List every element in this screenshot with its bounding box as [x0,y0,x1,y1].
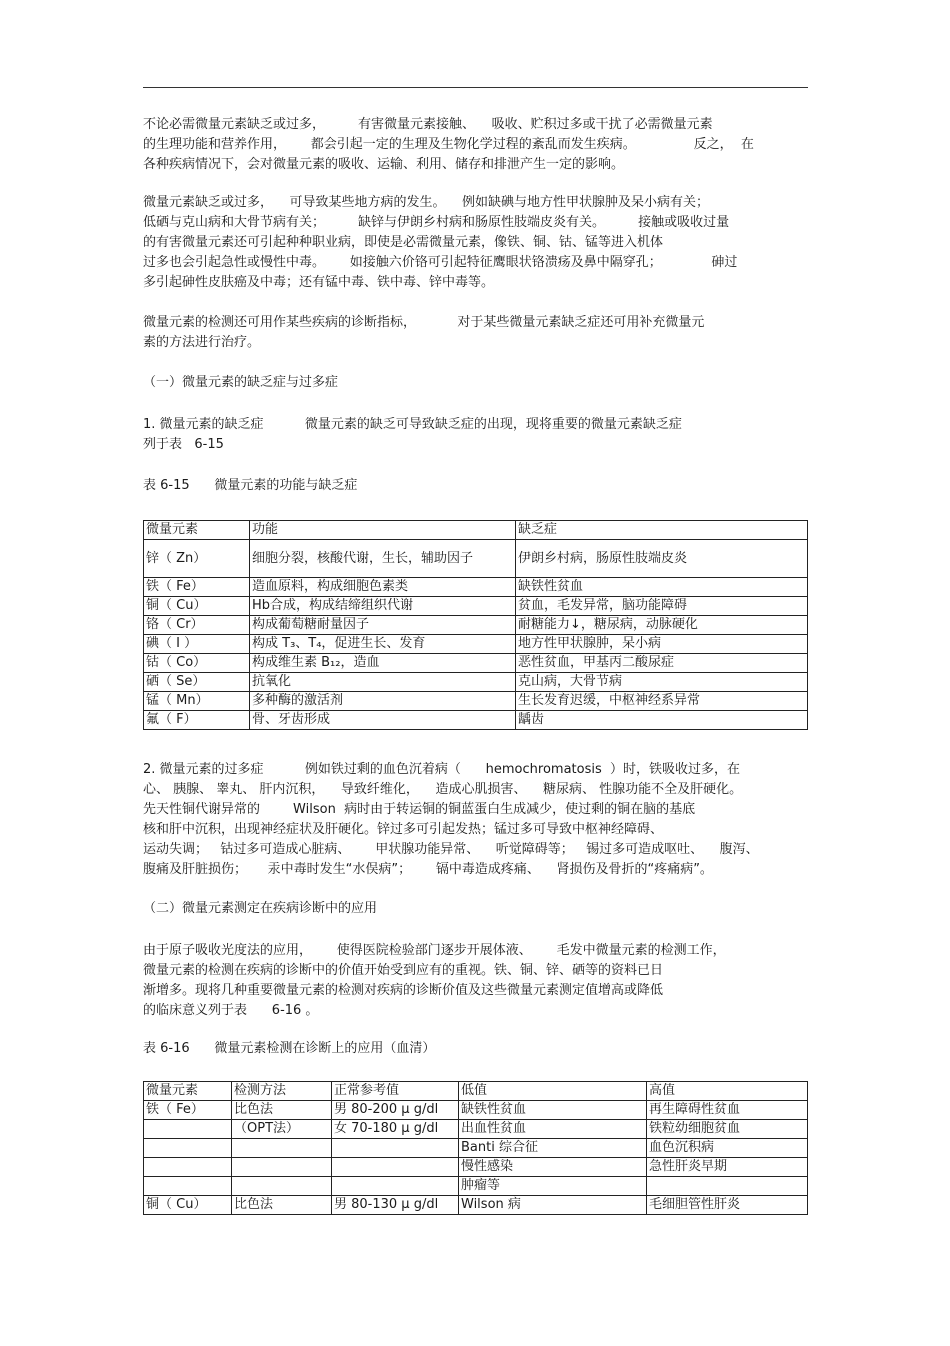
table-cell: 氟（ F） [144,711,250,730]
table-cell: 克山病，大骨节病 [516,673,808,692]
table-cell: Hb合成，构成结缔组织代谢 [250,597,516,616]
table-cell: 龋齿 [516,711,808,730]
table-cell: 恶性贫血，甲基丙二酸尿症 [516,654,808,673]
text-line: 微量元素缺乏或过多， 可导致某些地方病的发生。 例如缺碘与地方性甲状腺肿及呆小病有关； [143,195,710,210]
table-cell: Banti 综合征 [459,1139,647,1158]
table-cell: 贫血，毛发异常，脑功能障碍 [516,597,808,616]
table-cell [332,1177,459,1196]
column-header: 微量元素 [144,1082,232,1101]
table-cell: 伊朗乡村病，肠原性肢端皮炎 [516,540,808,578]
table-row [144,1196,808,1215]
column-header: 低值 [459,1082,647,1101]
table-cell [647,1177,808,1196]
table-row [144,711,808,730]
text-line: 低硒与克山病和大骨节病有关； 缺锌与伊朗乡村病和肠原性肢端皮炎有关。 接触或吸收过量 [143,215,730,230]
table-header-row [144,521,808,540]
text-line: 先天性铜代谢异常的 Wilson 病时由于转运铜的铜蓝蛋白生成减少，使过剩的铜在脑的基底 [143,802,696,817]
table-row [144,597,808,616]
text-line: 素的方法进行治疗。 [143,335,261,350]
intro-paragraph [143,115,808,175]
table-cell: 地方性甲状腺肿，呆小病 [516,635,808,654]
table-cell: 耐糖能力↓，糖尿病，动脉硬化 [516,616,808,635]
table-cell [144,1158,232,1177]
table-row [144,1101,808,1120]
column-header: 微量元素 [144,521,250,540]
table-cell: 慢性感染 [459,1158,647,1177]
table-cell [232,1158,332,1177]
table-cell: 急性肝炎早期 [647,1158,808,1177]
text-line: 心、 胰腺、 睾丸、 肝内沉积， 导致纤维化， 造成心肌损害、 糖尿病、 性腺功能不全及肝硬化。 [143,782,743,797]
table-row [144,673,808,692]
column-header: 缺乏症 [516,521,808,540]
table-cell [232,1177,332,1196]
text-line: 微量元素的检测在疾病的诊断中的价值开始受到应有的重视。铁、铜、锌、硒等的资料已日 [143,963,664,978]
column-header: 检测方法 [232,1082,332,1101]
table-cell: 构成维生素 B₁₂，造血 [250,654,516,673]
text-line: 的临床意义列于表 6-16 。 [143,1003,319,1018]
column-header: 功能 [250,521,516,540]
column-header: 正常参考值 [332,1082,459,1101]
table-cell [232,1139,332,1158]
table-cell: 肿瘤等 [459,1177,647,1196]
header-rule [143,87,808,88]
table-cell: 血色沉积病 [647,1139,808,1158]
section-heading-2: （二）微量元素测定在疾病诊断中的应用 [143,901,378,916]
table-header-row [144,1082,808,1101]
text-line: 渐增多。现将几种重要微量元素的检测对疾病的诊断价值及这些微量元素测定值增高或降低 [143,983,664,998]
table-cell: 男 80-130 μ g/dl [332,1196,459,1215]
deficiency-paragraph [143,415,808,455]
text-line: 各种疾病情况下，会对微量元素的吸收、运输、利用、储存和排泄产生一定的影响。 [143,157,625,172]
table-cell: 铜（ Cu） [144,597,250,616]
table-cell [144,1139,232,1158]
text-line: 不论必需微量元素缺乏或过多， 有害微量元素接触、 吸收、贮积过多或干扰了必需微量元素 [143,117,713,132]
section-heading-1: （一）微量元素的缺乏症与过多症 [143,375,339,390]
table-cell: （OPT法） [232,1120,332,1139]
table-cell: 再生障碍性贫血 [647,1101,808,1120]
table-cell: 缺铁性贫血 [459,1101,647,1120]
table-cell: 比色法 [232,1196,332,1215]
table-cell: Wilson 病 [459,1196,647,1215]
table-row [144,1177,808,1196]
table-cell: 出血性贫血 [459,1120,647,1139]
text-line: 运动失调； 钴过多可造成心脏病、 甲状腺功能异常、 听觉障碍等； 锡过多可造成呕吐、 腹泻、 [143,842,759,857]
text-line: 多引起砷性皮肤癌及中毒；还有锰中毒、铁中毒、锌中毒等。 [143,275,495,290]
table-row [144,1120,808,1139]
text-line: 2. 微量元素的过多症 例如铁过剩的血色沉着病（ hemochromatosis ）时，铁吸收过多，在 [143,762,741,777]
table-row [144,654,808,673]
table-row [144,1139,808,1158]
text-line: 1. 微量元素的缺乏症 微量元素的缺乏可导致缺乏症的出现，现将重要的微量元素缺乏症 [143,417,682,432]
table-row [144,1158,808,1177]
endemic-paragraph [143,193,808,293]
text-line: 腹痛及肝脏损伤； 汞中毒时发生“水俣病”； 镉中毒造成疼痛、 肾损伤及骨折的“疼痛病”。 [143,862,713,877]
table-cell: 铁粒幼细胞贫血 [647,1120,808,1139]
text-line: 过多也会引起急性或慢性中毒。 如接触六价铬可引起特征鹰眼状铬溃疡及鼻中隔穿孔； 砷过 [143,255,738,270]
table2-caption: 表 6-16 微量元素检测在诊断上的应用（血清） [143,1041,436,1056]
table-cell: 毛细胆管性肝炎 [647,1196,808,1215]
table-row [144,578,808,597]
text-line: 微量元素的检测还可用作某些疾病的诊断指标， 对于某些微量元素缺乏症还可用补充微量元 [143,315,705,330]
table-cell: 骨、牙齿形成 [250,711,516,730]
text-line: 由于原子吸收光度法的应用， 使得医院检验部门逐步开展体液、 毛发中微量元素的检测工作， [143,943,726,958]
table-cell: 硒（ Se） [144,673,250,692]
table-cell: 构成葡萄糖耐量因子 [250,616,516,635]
table1-caption: 表 6-15 微量元素的功能与缺乏症 [143,478,358,493]
excess-paragraph [143,760,808,880]
table-cell: 构成 T₃、T₄，促进生长、发育 [250,635,516,654]
table-row [144,635,808,654]
diagnosis-paragraph [143,313,808,353]
table-cell: 多种酶的激活剂 [250,692,516,711]
text-line: 列于表 6-15 [143,437,224,452]
table-row [144,692,808,711]
table-cell: 缺铁性贫血 [516,578,808,597]
table-cell [332,1139,459,1158]
table-cell: 生长发育迟缓，中枢神经系异常 [516,692,808,711]
table-cell: 铁（ Fe） [144,1101,232,1120]
table-cell: 锌（ Zn） [144,540,250,578]
table-cell: 男 80-200 μ g/dl [332,1101,459,1120]
table-cell: 比色法 [232,1101,332,1120]
table-cell: 铁（ Fe） [144,578,250,597]
table-cell: 铜（ Cu） [144,1196,232,1215]
table-row [144,540,808,578]
text-line: 的生理功能和营养作用， 都会引起一定的生理及生物化学过程的紊乱而发生疾病。 反之， 在 [143,137,754,152]
table-cell [144,1177,232,1196]
table-cell: 钴（ Co） [144,654,250,673]
table-6-16 [143,1081,808,1215]
table-cell: 造血原料，构成细胞色素类 [250,578,516,597]
text-line: 的有害微量元素还可引起种种职业病，即使是必需微量元素，像铁、铜、钴、锰等进入机体 [143,235,664,250]
table-row [144,616,808,635]
table-cell: 铬（ Cr） [144,616,250,635]
text-line: 核和肝中沉积，出现神经症状及肝硬化。锌过多可引起发热；锰过多可导致中枢神经障碍、 [143,822,664,837]
table-cell: 碘（ I ） [144,635,250,654]
application-paragraph [143,941,808,1021]
table-cell: 锰（ Mn） [144,692,250,711]
table-cell: 细胞分裂，核酸代谢，生长，辅助因子 [250,540,516,578]
table-cell [332,1158,459,1177]
table-cell [144,1120,232,1139]
column-header: 高值 [647,1082,808,1101]
table-6-15 [143,520,808,730]
table-cell: 女 70-180 μ g/dl [332,1120,459,1139]
table-cell: 抗氧化 [250,673,516,692]
